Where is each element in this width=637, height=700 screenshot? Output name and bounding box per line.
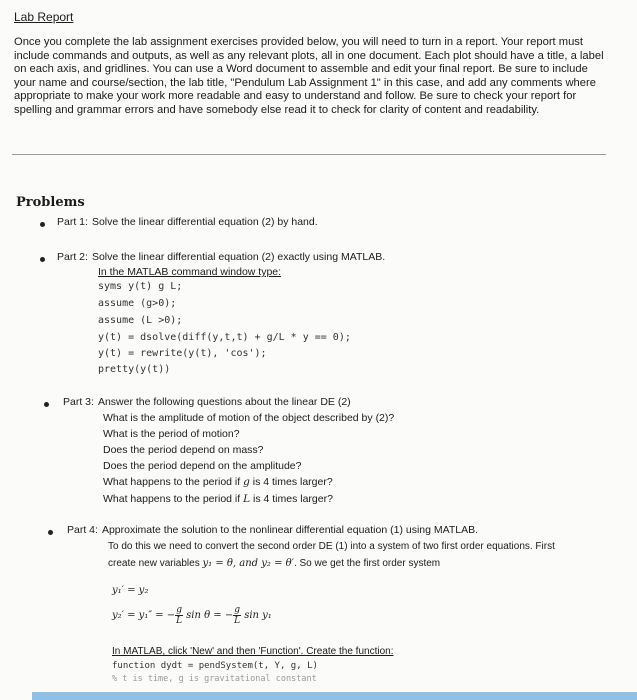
part2-label: Part 2: xyxy=(57,251,88,263)
question-3: Does the period depend on mass? xyxy=(103,444,264,456)
code-comment-line: % t is time, g is gravitational constant xyxy=(112,674,317,684)
bullet-part4 xyxy=(48,530,53,535)
divider xyxy=(12,154,606,155)
part4-line3 xyxy=(108,558,440,569)
code-line-5: y(t) = rewrite(y(t), 'cos'); xyxy=(98,348,267,359)
part4-line3-math: y₁ = θ, and y₂ = θ′ xyxy=(202,558,294,569)
question-5 xyxy=(103,476,333,488)
part4-line xyxy=(67,524,478,536)
bullet-part1 xyxy=(40,222,45,227)
frac-a-den: L xyxy=(176,616,183,626)
equation-2 xyxy=(112,605,272,626)
question-5-var: g xyxy=(243,476,250,488)
equation-2-tail: sin y₁ xyxy=(244,610,272,621)
part1-line xyxy=(57,216,318,228)
part4-line2: To do this we need to convert the second order DE (1) into a system of two first order equations. First xyxy=(108,541,555,552)
code-line-3: assume (L >0); xyxy=(98,315,183,326)
frac-b-den: L xyxy=(234,616,241,626)
bullet-part2 xyxy=(40,257,45,262)
question-6-var: L xyxy=(243,493,251,505)
part3-line xyxy=(63,396,351,408)
part4-line3-pre: create new variables xyxy=(108,558,203,569)
part4-text: Approximate the solution to the nonlinear differential equation (1) using MATLAB. xyxy=(101,524,479,536)
code-line-4: y(t) = dsolve(diff(y,t,t) + g/L * y == 0); xyxy=(98,332,351,343)
part4-label: Part 4: xyxy=(67,524,98,536)
part2-subheading: In the MATLAB command window type: xyxy=(98,266,282,278)
intro-paragraph: Once you complete the lab assignment exercises provided below, you will need to turn in a report. Your report must include commands and outputs, as well as any relevant plots, all in one document. Each plot should have a title, a label on each axis, and gridlines. You can use a Word document to assemble and edit your final report. Be sure to include your name and course/section, the lab title, "Pendulum Lab Assignment 1" in this case, and add any comments where appropriate to make your work more readable and easy to understand and follow. Be sure to check your report for spelling and grammar errors and have somebody else read it to check for clarity of content and readability. xyxy=(14,36,604,116)
bottom-accent-bar xyxy=(32,692,637,700)
question-2: What is the period of motion? xyxy=(103,428,240,440)
code-line-1: syms y(t) g L; xyxy=(98,281,183,292)
question-6-post: is 4 times larger? xyxy=(250,493,333,505)
frac-b-num: g xyxy=(234,605,240,615)
part2-line xyxy=(57,251,385,263)
part4-line3-post: . So we get the first order system xyxy=(293,558,441,569)
equation-2-frac-b xyxy=(233,605,241,626)
equation-2-lhs: y₂′ = y₁″ = − xyxy=(112,610,176,621)
code-line-6: pretty(y(t)) xyxy=(98,364,171,375)
part3-text: Answer the following questions about the linear DE (2) xyxy=(97,396,351,408)
code-line-2: assume (g>0); xyxy=(98,298,177,309)
equation-1: y₁′ = y₂ xyxy=(112,585,149,596)
equation-2-frac-a xyxy=(175,605,183,626)
question-6-pre: What happens to the period if xyxy=(103,493,244,505)
frac-a-num: g xyxy=(176,605,182,615)
code-function-line: function dydt = pendSystem(t, Y, g, L) xyxy=(112,661,318,671)
question-5-post: is 4 times larger? xyxy=(249,476,333,488)
part1-text: Solve the linear differential equation (2) by hand. xyxy=(91,216,318,228)
question-5-pre: What happens to the period if xyxy=(103,476,244,488)
equation-2-mid: sin θ = − xyxy=(186,610,234,621)
bullet-part3 xyxy=(44,402,49,407)
question-6 xyxy=(103,493,333,505)
part4-instruction: In MATLAB, click 'New' and then 'Function'. Create the function: xyxy=(112,646,394,657)
problems-title: Problems xyxy=(16,195,85,210)
part3-label: Part 3: xyxy=(63,396,94,408)
question-1: What is the amplitude of motion of the object described by (2)? xyxy=(103,412,395,424)
lab-report-heading: Lab Report xyxy=(14,10,74,24)
part2-text: Solve the linear differential equation (2) exactly using MATLAB. xyxy=(91,251,386,263)
part1-label: Part 1: xyxy=(57,216,88,228)
question-4: Does the period depend on the amplitude? xyxy=(103,460,302,472)
